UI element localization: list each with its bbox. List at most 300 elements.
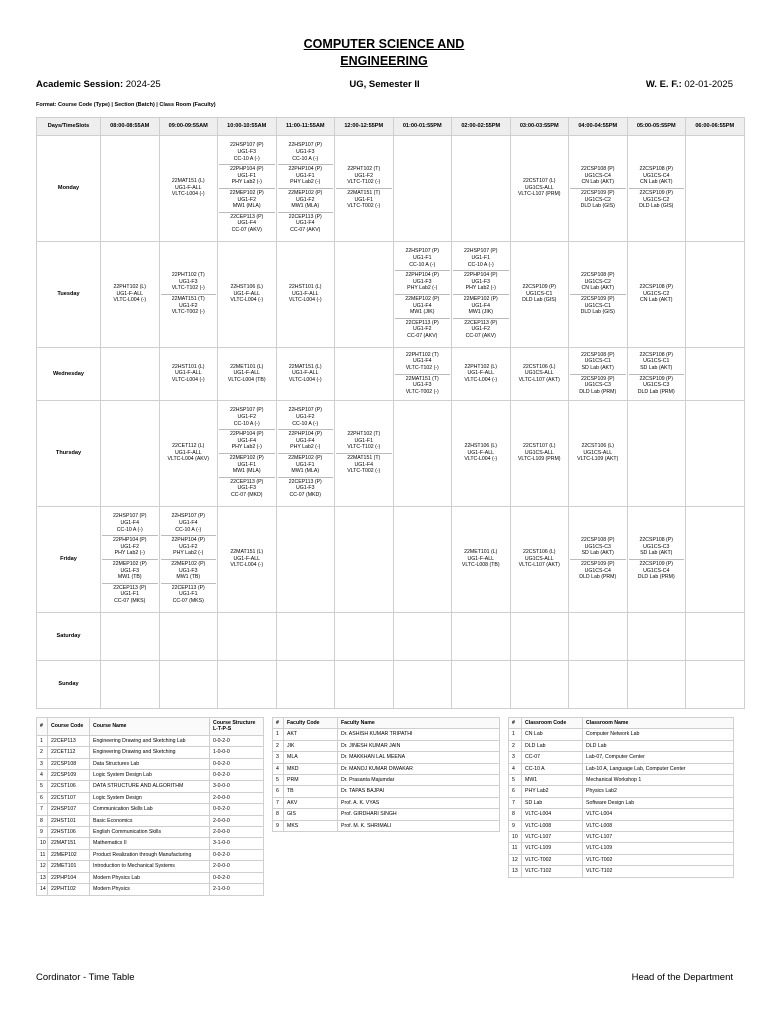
faculty-legend-header — [273, 718, 500, 729]
class-entry-line: 22HSP107 (P) — [113, 513, 147, 520]
timetable-cell — [276, 242, 335, 348]
class-entry — [278, 283, 334, 306]
day-row-thursday — [37, 401, 745, 507]
class-entry-line: PHY Lab2 (-) — [114, 550, 145, 557]
class-entry-line: UG1CS-C2 — [643, 290, 670, 297]
class-entry-line: 22CEP113 (P) — [464, 319, 498, 326]
legend-cell: Mechanical Workshop 1 — [583, 775, 734, 786]
class-entry-line: 22CSP109 (P) — [639, 561, 673, 567]
class-entry — [395, 247, 451, 270]
session-value: 2024-25 — [125, 79, 161, 90]
legend-column-header: # — [273, 718, 284, 729]
class-entry-line: UG1-F2 — [179, 543, 198, 550]
course-row — [37, 770, 264, 781]
legend-cell: 7 — [37, 804, 48, 815]
class-entry-line: UG1CS-C4 — [584, 567, 611, 574]
legend-cell: 3-1-0-0 — [210, 838, 264, 849]
timetable-cell — [452, 136, 511, 242]
timetable-cell — [393, 661, 452, 709]
class-entry-line: UG1-F4 — [296, 437, 315, 444]
class-entry — [395, 294, 451, 318]
class-entry-line: 22PHT102 (T) — [405, 351, 439, 358]
day-label: Saturday — [37, 613, 101, 661]
class-entry-line: UG1CS-C4 — [643, 567, 670, 574]
timetable-cell — [159, 507, 218, 613]
timetable-cell — [335, 348, 394, 401]
class-entry — [512, 283, 568, 306]
time-slot-header: 06:00-06:55PM — [686, 118, 745, 136]
class-entry — [219, 429, 275, 453]
class-entry-line: MW1 (MLA) — [232, 203, 261, 210]
timetable-cell — [276, 348, 335, 401]
class-entry — [512, 548, 568, 571]
class-entry — [512, 442, 568, 465]
class-entry — [629, 188, 685, 212]
timetable-cell — [569, 401, 628, 507]
class-entry — [336, 430, 392, 453]
legend-cell: Data Structures Lab — [90, 758, 210, 769]
class-entry-line: VLTC-L004 (-) — [288, 376, 322, 383]
legend-cell: Physics Lab2 — [583, 786, 734, 797]
timetable-cell — [335, 661, 394, 709]
class-entry-line: 22PHT102 (T) — [347, 166, 381, 173]
class-entry-line: UG1CS-ALL — [524, 449, 554, 456]
class-entry-line: 22CSP108 (P) — [581, 166, 615, 173]
class-entry-line: 22MEP102 (P) — [229, 455, 264, 461]
class-entry-line: PHY Lab2 (-) — [231, 444, 262, 451]
legend-cell: 22MAT151 — [48, 838, 90, 849]
class-entry-line: UG1-F3 — [179, 278, 198, 285]
timetable-cell — [627, 136, 686, 242]
class-entry-line: VLTC-L004 (AKV) — [167, 456, 209, 463]
class-entry — [161, 177, 217, 200]
class-entry-line: 22CSP108 (P) — [581, 537, 615, 544]
legend-cell: DLD Lab — [583, 740, 734, 751]
time-slot-header: 04:00-04:55PM — [569, 118, 628, 136]
class-entry-line: 22CST106 (L) — [522, 549, 556, 556]
faculty-row — [273, 775, 500, 786]
class-entry-line: PHY Lab2 (-) — [290, 444, 321, 451]
class-entry-line: 22HSP107 (P) — [230, 407, 264, 414]
legend-cell: 3-0-0-0 — [210, 781, 264, 792]
class-entry — [278, 406, 334, 429]
class-entry-line: VLTC-T102 (-) — [405, 364, 439, 371]
class-entry-line: DLD Lab (GIS) — [522, 297, 557, 304]
legend-cell: Introduction to Mechanical Systems — [90, 861, 210, 872]
class-entry-line: UG1-F-ALL — [174, 370, 202, 377]
class-entry-line: UG1-F3 — [237, 485, 256, 492]
class-entry-line: DLD Lab (GIS) — [580, 203, 615, 210]
class-entry-line: CC-07 (AKV) — [231, 226, 262, 233]
legend-cell: 22HST101 — [48, 815, 90, 826]
timetable-cell — [159, 348, 218, 401]
class-entry — [161, 442, 217, 465]
legend-cell: 6 — [273, 786, 284, 797]
class-entry-line: VLTC-T002 (-) — [405, 388, 439, 395]
class-entry-line: UG1-F-ALL — [467, 370, 495, 377]
class-entry-line: PHY Lab2 (-) — [407, 285, 438, 292]
class-entry — [570, 351, 626, 374]
legend-cell: Mathematics II — [90, 838, 210, 849]
session-label: Academic Session: — [36, 79, 124, 90]
timetable-cell — [569, 348, 628, 401]
timetable-cell — [159, 136, 218, 242]
legend-cell: VLTC-L008 — [583, 820, 734, 831]
class-entry-line: UG1-F1 — [120, 591, 139, 598]
legend-cell: 22HSP107 — [48, 804, 90, 815]
timetable-cell — [510, 613, 569, 661]
wef-label: W. E. F.: — [645, 79, 682, 90]
class-entry-line: 22CSP108 (P) — [639, 284, 673, 291]
class-entry-line: UG1CS-C2 — [643, 196, 670, 203]
class-entry-line: VLTC-T102 (-) — [171, 285, 205, 292]
class-entry-line: UG1-F4 — [354, 461, 373, 468]
class-entry-line: UG1-F4 — [179, 520, 198, 527]
legend-cell: 6 — [509, 786, 522, 797]
class-entry-line: 22CEP113 (P) — [288, 213, 322, 220]
legend-cell: 8 — [37, 815, 48, 826]
day-label: Thursday — [37, 401, 101, 507]
legend-cell: 2 — [37, 747, 48, 758]
timetable-cell — [101, 507, 160, 613]
class-entry-line: UG1-F1 — [354, 196, 373, 203]
legend-cell: 22CSP108 — [48, 758, 90, 769]
legend-column-header: Course Structure L-T-P-S — [210, 718, 264, 736]
class-entry-line: VLTC-L004 (-) — [464, 456, 498, 463]
timetable-cell — [218, 401, 277, 507]
class-entry-line: MW1 (TB) — [176, 574, 201, 581]
class-entry-line: 22MEP102 (P) — [171, 561, 206, 567]
class-entry-line: UG1-F-ALL — [174, 449, 202, 456]
faculty-row — [273, 752, 500, 763]
class-entry-line: UG1-F1 — [354, 437, 373, 444]
timetable-corner-header: Days/TimeSlots — [37, 118, 101, 136]
timetable-cell — [101, 136, 160, 242]
timetable-cell — [452, 613, 511, 661]
legend-cell: 9 — [273, 820, 284, 831]
class-entry-line: UG1-F-ALL — [233, 290, 261, 297]
class-entry — [219, 363, 275, 386]
class-entry-line: SD Lab (AKT) — [581, 550, 614, 557]
legend-cell: Modern Physics Lab — [90, 872, 210, 883]
legend-column-header: Course Name — [90, 718, 210, 736]
class-entry — [219, 283, 275, 306]
class-entry-line: VLTC-T002 (-) — [171, 309, 205, 316]
timetable-cell — [627, 401, 686, 507]
timetable-cell — [510, 136, 569, 242]
class-entry-line: UG1-F-ALL — [291, 370, 319, 377]
timetable-header-row — [37, 118, 745, 136]
class-entry-line: UG1-F-ALL — [233, 555, 261, 562]
class-entry-line: 22CEP113 (P) — [113, 584, 147, 591]
class-entry-line: UG1-F3 — [413, 382, 432, 389]
legend-cell: 0-0-2-0 — [210, 770, 264, 781]
class-entry-line: CC-10 A (-) — [233, 420, 260, 427]
class-entry-line: CN Lab (AKT) — [639, 179, 673, 186]
legend-cell: 12 — [509, 854, 522, 865]
class-entry — [512, 363, 568, 386]
legend-cell: MW1 — [522, 775, 583, 786]
legend-cell: Software Design Lab — [583, 797, 734, 808]
classroom-row — [509, 866, 734, 877]
day-label: Monday — [37, 136, 101, 242]
course-row — [37, 781, 264, 792]
class-entry — [395, 351, 451, 374]
legend-cell: 0-0-2-0 — [210, 758, 264, 769]
class-entry-line: 22HSP107 (P) — [288, 142, 322, 149]
class-entry-line: UG1-F3 — [120, 567, 139, 574]
class-entry — [570, 536, 626, 559]
timetable-cell — [335, 401, 394, 507]
class-entry — [570, 165, 626, 188]
timetable-cell — [686, 661, 745, 709]
classroom-legend-header — [509, 718, 734, 729]
class-entry-line: 22CSP109 (P) — [639, 190, 673, 196]
class-entry-line: UG1-F2 — [237, 414, 256, 421]
legend-cell: MLA — [284, 752, 338, 763]
class-entry-line: 22CEP113 (P) — [405, 319, 439, 326]
legend-cell: 22CEP113 — [48, 735, 90, 746]
day-row-wednesday — [37, 348, 745, 401]
class-entry-line: 22MAT151 (T) — [405, 375, 439, 382]
class-entry-line: UG1-F4 — [471, 302, 490, 309]
day-row-sunday — [37, 661, 745, 709]
class-entry — [453, 363, 509, 386]
legend-cell: Dr. JINESH KUMAR JAIN — [338, 740, 500, 751]
timetable-cell — [276, 401, 335, 507]
program-label: UG, Semester II — [349, 79, 420, 90]
legend-cell: 4 — [509, 763, 522, 774]
legend-cell: Prof. A. K. VYAS — [338, 797, 500, 808]
class-entry — [219, 453, 275, 477]
legend-cell: 9 — [509, 820, 522, 831]
classroom-row — [509, 809, 734, 820]
timetable-cell — [101, 613, 160, 661]
class-entry-line: UG1CS-C3 — [643, 543, 670, 550]
timetable-cell — [335, 136, 394, 242]
class-entry — [102, 535, 158, 559]
class-entry-line: 22CSP109 (P) — [581, 375, 615, 382]
timetable-cell — [276, 136, 335, 242]
legend-cell: VLTC-L109 — [522, 843, 583, 854]
faculty-legend-table — [272, 717, 500, 832]
class-entry — [336, 188, 392, 212]
class-entry-line: 22PHP104 (P) — [288, 431, 322, 438]
class-entry-line: PHY Lab2 (-) — [231, 179, 262, 186]
class-entry — [395, 318, 451, 342]
class-entry — [336, 165, 392, 188]
class-entry-line: VLTC-L004 (-) — [288, 297, 322, 304]
class-entry-line: VLTC-T102 (-) — [347, 444, 381, 451]
class-entry — [278, 363, 334, 386]
class-entry-line: UG1-F-ALL — [116, 290, 144, 297]
time-slot-header: 11:00-11:55AM — [276, 118, 335, 136]
class-entry — [453, 247, 509, 270]
legend-cell: 22MET101 — [48, 861, 90, 872]
class-entry-line: MW1 (MLA) — [291, 203, 320, 210]
class-entry — [629, 283, 685, 306]
class-entry — [278, 429, 334, 453]
timetable-cell — [218, 136, 277, 242]
legend-cell: Dr. ASHISH KUMAR TRIPATHI — [338, 729, 500, 740]
class-entry-line: VLTC-L004 (-) — [230, 562, 264, 569]
timetable-cell — [393, 348, 452, 401]
classroom-row — [509, 740, 734, 751]
class-entry — [102, 559, 158, 583]
timetable-cell — [101, 401, 160, 507]
legend-cell: 7 — [509, 797, 522, 808]
legend-cell: 5 — [509, 775, 522, 786]
class-entry — [570, 271, 626, 294]
legend-cell: VLTC-L109 — [583, 843, 734, 854]
legend-cell: GIS — [284, 809, 338, 820]
class-entry-line: 22CEP113 (P) — [230, 213, 264, 220]
legend-cell: Dr. TAPAS BAJPAI — [338, 786, 500, 797]
class-entry — [453, 442, 509, 465]
timetable-cell — [335, 507, 394, 613]
timetable-cell — [569, 136, 628, 242]
class-entry-line: UG1-F1 — [296, 461, 315, 468]
legend-column-header: # — [509, 718, 522, 729]
time-slot-header: 08:00-08:55AM — [101, 118, 160, 136]
course-row — [37, 747, 264, 758]
class-entry — [278, 164, 334, 188]
class-entry — [629, 536, 685, 559]
legend-cell: VLTC-T102 — [583, 866, 734, 877]
classroom-row — [509, 854, 734, 865]
class-entry-line: 22PHT102 (T) — [347, 431, 381, 438]
course-row — [37, 792, 264, 803]
class-entry-line: UG1CS-C4 — [643, 172, 670, 179]
legend-cell: 6 — [37, 792, 48, 803]
timetable-cell — [159, 613, 218, 661]
timetable-cell — [335, 613, 394, 661]
class-entry-line: UG1-F-ALL — [233, 370, 261, 377]
day-label: Wednesday — [37, 348, 101, 401]
class-entry-line: UG1CS-C3 — [584, 382, 611, 389]
class-entry-line: 22MEP102 (P) — [405, 296, 440, 302]
class-entry-line: 22MAT151 (T) — [347, 190, 381, 196]
course-row — [37, 872, 264, 883]
class-entry-line: VLTC-T002 (-) — [347, 468, 381, 475]
class-entry-line: 22HSP107 (P) — [464, 248, 498, 255]
legend-cell: DATA STRUCTURE AND ALGORITHM — [90, 781, 210, 792]
timetable-cell — [393, 136, 452, 242]
class-entry-line: DLD Lab (GIS) — [580, 309, 615, 316]
class-entry-line: UG1CS-C4 — [584, 172, 611, 179]
class-entry-line: 22CSP108 (P) — [639, 537, 673, 544]
legend-cell: Logic System Design — [90, 792, 210, 803]
wef-date — [646, 79, 733, 90]
class-entry — [570, 374, 626, 398]
classroom-legend-table — [508, 717, 734, 878]
timetable-cell — [686, 613, 745, 661]
class-entry-line: VLTC-L004 (-) — [464, 376, 498, 383]
legend-column-header: Faculty Code — [284, 718, 338, 729]
classroom-row — [509, 832, 734, 843]
timetable-cell — [686, 348, 745, 401]
class-entry — [570, 442, 626, 465]
class-entry-line: UG1-F-ALL — [467, 449, 495, 456]
timetable-cell — [218, 613, 277, 661]
class-entry-line: UG1-F3 — [471, 278, 490, 285]
legend-cell: 0-0-2-0 — [210, 804, 264, 815]
timetable-cell — [276, 507, 335, 613]
day-label: Sunday — [37, 661, 101, 709]
class-entry-line: 22CSP109 (P) — [522, 284, 556, 291]
timetable-cell — [101, 242, 160, 348]
timetable-cell — [452, 401, 511, 507]
legend-cell: Lab-10 A, Language Lab, Computer Center — [583, 763, 734, 774]
legend-cell: 8 — [509, 809, 522, 820]
class-entry-line: 22CSP109 (P) — [639, 375, 673, 382]
class-entry-line: VLTC-L004 (-) — [171, 376, 205, 383]
class-entry-line: UG1-F4 — [413, 302, 432, 309]
class-entry-line: MW1 (TB) — [117, 574, 142, 581]
legend-cell: CN Lab — [522, 729, 583, 740]
timetable-cell — [159, 401, 218, 507]
class-entry — [219, 548, 275, 571]
legend-cell: 4 — [273, 763, 284, 774]
faculty-row — [273, 729, 500, 740]
legend-cell: Computer Network Lab — [583, 729, 734, 740]
legend-cell: 2-1-0-0 — [210, 884, 264, 895]
class-entry — [161, 271, 217, 294]
legend-cell: 2-0-0-0 — [210, 861, 264, 872]
class-entry-line: UG1-F2 — [120, 543, 139, 550]
class-entry-line: VLTC-L004 (-) — [171, 191, 205, 198]
class-entry-line: 22HSP107 (P) — [230, 142, 264, 149]
legend-column-header: Classroom Code — [522, 718, 583, 729]
legend-cell: Dr. MAKKHAN LAL MEENA — [338, 752, 500, 763]
faculty-row — [273, 809, 500, 820]
timetable-cell — [686, 242, 745, 348]
legend-cell: 8 — [273, 809, 284, 820]
course-row — [37, 849, 264, 860]
timetable-cell — [218, 348, 277, 401]
class-entry — [453, 294, 509, 318]
faculty-row — [273, 740, 500, 751]
class-entry-line: 22CET112 (L) — [172, 443, 205, 450]
class-entry-line: VLTC-L004 (-) — [230, 297, 264, 304]
class-entry-line: VLTC-T002 (-) — [347, 203, 381, 210]
class-entry — [161, 512, 217, 535]
legend-cell: PHY Lab2 — [522, 786, 583, 797]
legend-cell: 12 — [37, 861, 48, 872]
time-slot-header: 02:00-02:55PM — [452, 118, 511, 136]
legend-cell: Communication Skills Lab — [90, 804, 210, 815]
timetable-cell — [393, 507, 452, 613]
legend-cell: 22PHP104 — [48, 872, 90, 883]
class-entry — [453, 318, 509, 342]
class-entry-line: SD Lab (AKT) — [640, 364, 673, 371]
legend-cell: Basic Economics — [90, 815, 210, 826]
class-entry-line: UG1-F2 — [237, 196, 256, 203]
legend-cell: VLTC-L107 — [583, 832, 734, 843]
class-entry-line: 22HST106 (L) — [230, 284, 264, 291]
legend-cell: 11 — [509, 843, 522, 854]
class-entry-line: 22CSP108 (P) — [639, 351, 673, 358]
legend-cell: VLTC-T102 — [522, 866, 583, 877]
time-slot-header: 01:00-01:55PM — [393, 118, 452, 136]
timetable-cell — [159, 661, 218, 709]
class-entry-line: UG1-F1 — [471, 255, 490, 262]
class-entry-line: CC-10 A (-) — [292, 155, 319, 162]
legend-cell: VLTC-T002 — [583, 854, 734, 865]
class-entry — [102, 512, 158, 535]
course-legend-header — [37, 718, 264, 736]
class-entry — [629, 559, 685, 583]
